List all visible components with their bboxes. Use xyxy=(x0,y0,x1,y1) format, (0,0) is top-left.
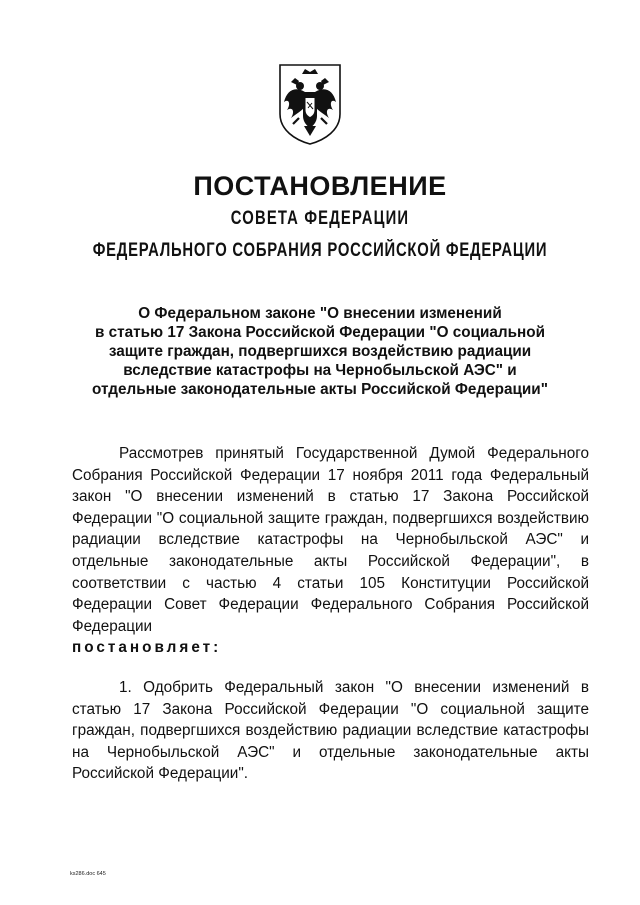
resolves-word: постановляет: xyxy=(72,639,222,657)
subject-line: вследствие катастрофы на Чернобыльской АЭС" и xyxy=(123,362,517,379)
resolution-subject xyxy=(70,304,570,399)
issuing-body: СОВЕТА ФЕДЕРАЦИИ xyxy=(230,208,410,229)
preamble-text: Рассмотрев принятый Государственной Думой Федерального Собрания Российской Федерации 17 ноября 2011 года Федеральный закон "О внесении изменений в статью 17 Закона Российской Федерации "О социальной защите граждан, подвергшихся воздействию радиации вследствие катастрофы на Чернобыльской АЭС" и отдельные законодательные акты Российской Федерации", в соответствии с частью 4 статьи 105 Конституции Российской Федерации Совет Федерации Федерального Собрания Российской Федерации xyxy=(72,445,589,635)
file-reference: ks286.doc 645 xyxy=(70,871,106,877)
subject-line: защите граждан, подвергшихся воздействию радиации xyxy=(108,343,532,360)
clause-1-paragraph: 1. Одобрить Федеральный закон "О внесении изменений в статью 17 Закона Российской Федерации "О социальной защите граждан, подвергшихся воздействию радиации вследствие катастрофы на Чернобыльской АЭС" и отдельные законодательные акты Российской Федерации". xyxy=(72,679,589,783)
subject-line: в статью 17 Закона Российской Федерации "О социальной xyxy=(94,324,546,341)
subject-line: отдельные законодательные акты Российской Федерации" xyxy=(92,381,548,398)
subject-line: О Федеральном законе "О внесении изменений xyxy=(138,305,502,322)
parliament-name: ФЕДЕРАЛЬНОГО СОБРАНИЯ РОССИЙСКОЙ ФЕДЕРАЦИИ xyxy=(92,240,548,261)
preamble-paragraph xyxy=(72,443,589,659)
document-type-title: ПОСТАНОВЛЕНИЕ xyxy=(193,171,447,201)
russian-coat-of-arms-icon xyxy=(277,62,343,146)
